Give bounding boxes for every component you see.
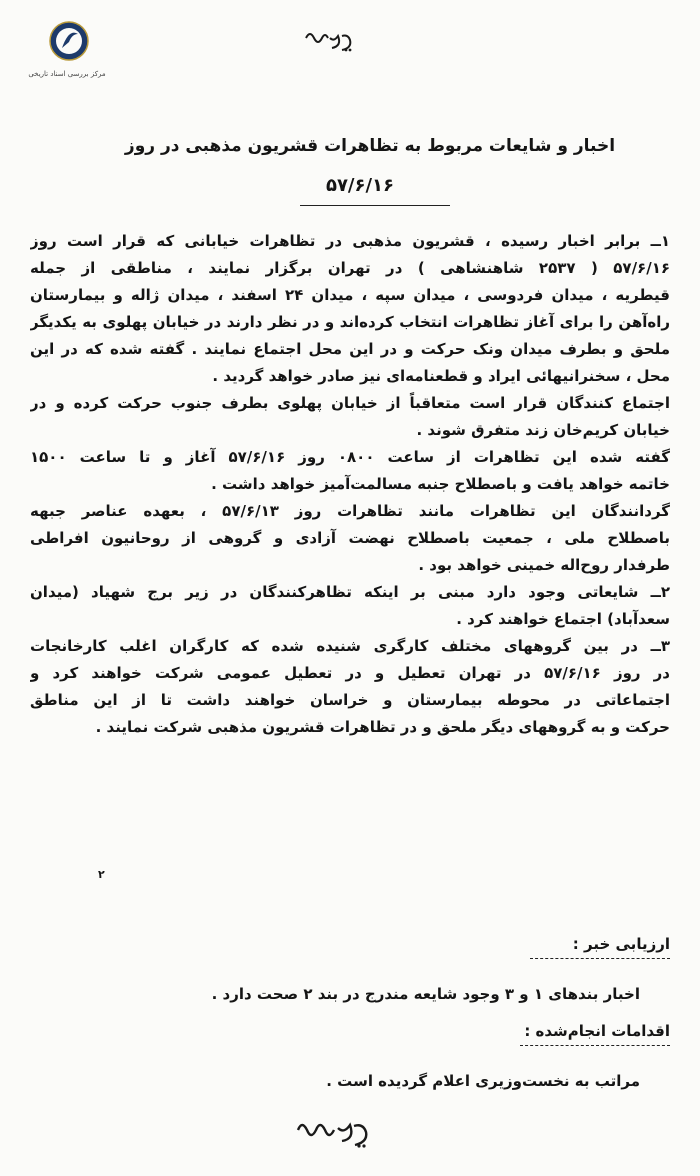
actions-heading: اقدامات انجام‌شده : bbox=[524, 1022, 670, 1040]
body-line: قیطریه ، میدان فردوسی ، میدان سپه ، میدان ۲۴ اسفند ، میدان ژاله و بیمارستان bbox=[30, 286, 670, 304]
body-line: گردانندگان این تظاهرات مانند تظاهرات روز ۵۷/۶/۱۳ ، بعهده عناصر جبهه bbox=[30, 502, 670, 520]
body-line: حرکت و به گروههای دیگر ملحق و در تظاهرات قشریون مذهبی شرکت نمایند . bbox=[95, 718, 670, 736]
body-line: راه‌آهن را برای آغاز تظاهرات انتخاب کرده‌اند و در نظر دارند در خیابان پهلوی به یکدیگر bbox=[30, 313, 670, 331]
body-line: گفته شده این تظاهرات از ساعت ۰۸۰۰ روز ۵۷/۶/۱۶ آغاز و تا ساعت ۱۵۰۰ bbox=[30, 448, 670, 466]
report-body bbox=[30, 228, 670, 741]
document-title: اخبار و شایعات مربوط به تظاهرات قشریون مذهبی در روز bbox=[124, 136, 616, 156]
assessment-heading: ارزیابی خبر : bbox=[572, 935, 670, 953]
classification-stamp-top bbox=[300, 22, 360, 54]
archive-logo-caption: مرکز بررسی اسناد تاریخی bbox=[28, 70, 106, 78]
assessment-text: اخبار بندهای ۱ و ۳ وجود شایعه مندرج در بند ۲ صحت دارد . bbox=[211, 985, 640, 1003]
body-line: ۵۷/۶/۱۶ ( ۲۵۳۷ شاهنشاهی ) در تهران برگزار نمایند ، مناطقی از جمله bbox=[30, 259, 670, 277]
archive-logo bbox=[18, 20, 116, 78]
archive-logo-icon bbox=[48, 20, 90, 62]
body-line: ملحق و بطرف میدان ونک حرکت و در این محل اجتماع نمایند . گفته شده که در این bbox=[30, 340, 670, 358]
footnote-mark: ۲ bbox=[98, 868, 105, 881]
body-line: اجتماع کنندگان قرار است متعاقباً از خیابان پهلوی بطرف جنوب حرکت کرده و در bbox=[30, 394, 670, 412]
document-date: ۵۷/۶/۱۶ bbox=[325, 175, 395, 196]
body-line: خیابان کریم‌خان زند متفرق شوند . bbox=[416, 421, 670, 439]
body-line: خاتمه خواهد یافت و باصطلاح جنبه مسالمت‌آمیز خواهد داشت . bbox=[211, 475, 670, 493]
actions-underline bbox=[520, 1045, 670, 1046]
body-line: باصطلاح ملی ، جمعیت باصطلاح نهضت آزادی و گروهی از روحانیون افراطی bbox=[30, 529, 670, 547]
assessment-underline bbox=[530, 958, 670, 959]
body-line: در روز ۵۷/۶/۱۶ در تهران تعطیل و در تعطیل عمومی شرکت خواهند کرد و bbox=[30, 664, 670, 682]
classification-stamp-bottom bbox=[292, 1106, 378, 1152]
body-line: محل ، سخنرانیهائی ایراد و قطعنامه‌ای نیز صادر خواهد گردید . bbox=[212, 367, 670, 385]
body-line: ۱ــ برابر اخبار رسیده ، قشریون مذهبی در تظاهرات خیابانی که قرار است روز bbox=[30, 232, 670, 250]
body-line: ۲ــ شایعاتی وجود دارد مبنی بر اینکه تظاهرکنندگان در زیر برج شهیاد (میدان bbox=[30, 583, 670, 601]
actions-text: مراتب به نخست‌وزیری اعلام گردیده است . bbox=[326, 1072, 640, 1090]
body-line: سعدآباد) اجتماع خواهند کرد . bbox=[456, 610, 670, 628]
date-underline bbox=[300, 205, 450, 206]
body-line: ۳ــ در بین گروههای مختلف کارگری شنیده شده که کارگران اغلب کارخانجات bbox=[30, 637, 670, 655]
body-line: طرفدار روح‌اله خمینی خواهد بود . bbox=[418, 556, 670, 574]
body-line: اجتماعاتی در محوطه بیمارستان و خراسان خواهند داشت تا از این مناطق bbox=[30, 691, 670, 709]
